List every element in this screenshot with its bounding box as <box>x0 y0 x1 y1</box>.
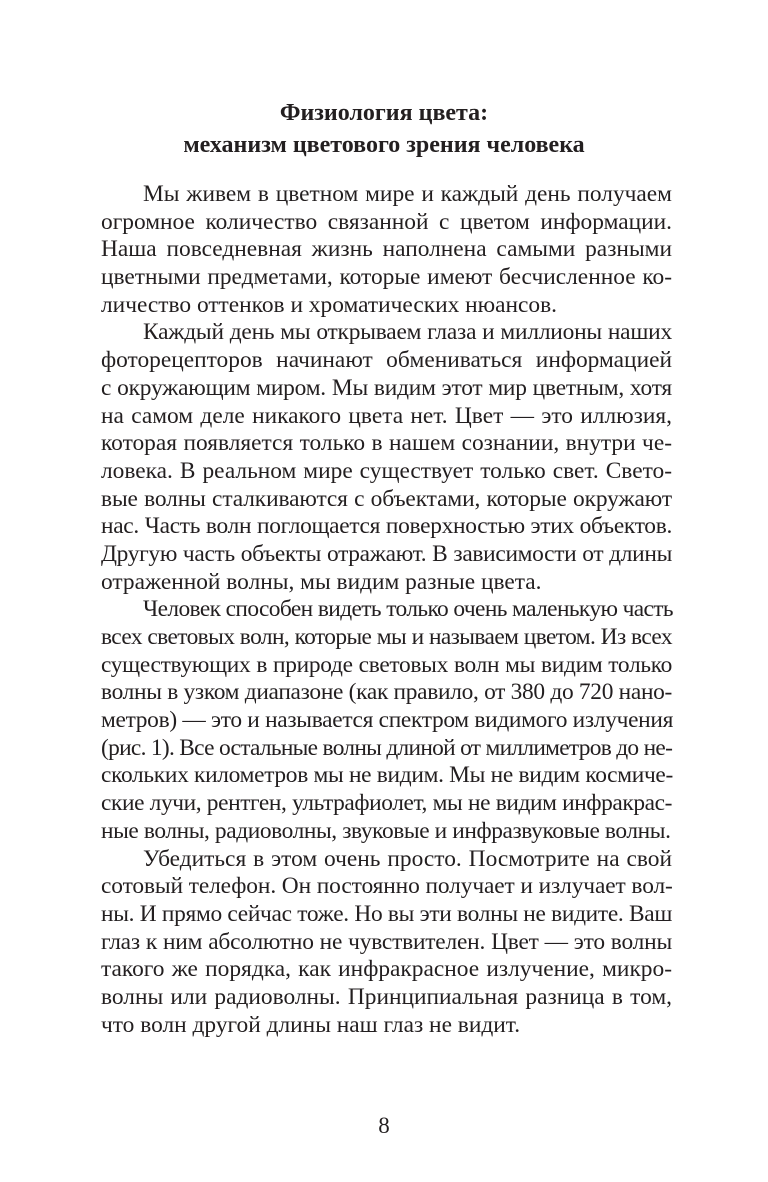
text-line: на самом деле никакого цвета нет. Цвет — это иллюзия, <box>101 402 672 429</box>
text-line: скольких километров мы не видим. Мы не видим космиче- <box>101 762 674 789</box>
text-line: ловека. В реальном мире существует только свет. Свето- <box>101 457 672 484</box>
text-line: Убедиться в этом очень просто. Посмотрите на свой <box>143 845 672 872</box>
text-line: личество оттенков и хроматических нюансов. <box>101 291 558 318</box>
text-line: Человек способен видеть только очень маленькую часть <box>143 596 673 623</box>
text-line: Каждый день мы открываем глаза и миллионы наших <box>143 319 672 346</box>
text-line: цветными предметами, которые имеют бесчисленное ко- <box>101 264 672 291</box>
text-line: существующих в природе световых волн мы видим только <box>101 651 672 678</box>
text-line: (рис. 1). Все остальные волны длиной от миллиметров до не- <box>101 734 673 761</box>
text-line: глаз к ним абсолютно не чувствителен. Цвет — это волны <box>101 928 672 955</box>
text-line: которая появляется только в нашем сознании, внутри че- <box>101 430 672 457</box>
text-line: отраженной волны, мы видим разные цвета. <box>101 568 542 595</box>
heading-line-1: Физиология цвета: <box>279 100 489 126</box>
text-line: ские лучи, рентген, ультрафиолет, мы не видим инфракрас- <box>101 790 672 817</box>
text-line: что волн другой длины наш глаз не видит. <box>101 1011 521 1038</box>
paragraph <box>101 181 672 319</box>
text-line: сотовый телефон. Он постоянно получает и излучает вол- <box>101 873 673 900</box>
text-line: всех световых волн, которые мы и называем цветом. Из всех <box>101 624 672 650</box>
text-line: такого же порядка, как инфракрасное излучение, микро- <box>101 956 672 983</box>
paragraph <box>101 596 672 845</box>
text-line: ные волны, радиоволны, звуковые и инфразвуковые волны. <box>101 817 671 844</box>
text-line: волны в узком диапазоне (как правило, от 380 до 720 нано- <box>101 679 673 706</box>
paragraph <box>101 846 672 1040</box>
text-line: волны или радиоволны. Принципиальная разница в том, <box>101 983 672 1010</box>
text-line: фоторецепторов начинают обмениваться информацией <box>101 347 672 374</box>
text-line: огромное количество связанной с цветом информации. <box>101 208 672 235</box>
text-line: Другую часть объекты отражают. В зависимости от длины <box>101 540 672 567</box>
text-line: нас. Часть волн поглощается поверхностью этих объектов. <box>101 513 672 540</box>
heading-line-2: механизм цветового зрения человека <box>183 132 585 158</box>
chapter-heading <box>0 97 768 161</box>
text-line: с окружающим миром. Мы видим этот мир цветным, хотя <box>101 374 672 401</box>
text-line: ны. И прямо сейчас тоже. Но вы эти волны не видите. Ваш <box>101 900 673 927</box>
text-line: Наша повседневная жизнь наполнена самыми разными <box>101 236 672 263</box>
page-number: 8 <box>378 1113 390 1138</box>
text-line: вые волны сталкиваются с объектами, которые окружают <box>101 485 672 512</box>
paragraph <box>101 319 672 596</box>
text-line: Мы живем в цветном мире и каждый день получаем <box>143 181 672 207</box>
text-line: метров) — это и называется спектром видимого излучения <box>101 707 674 734</box>
body-text <box>101 181 672 1039</box>
